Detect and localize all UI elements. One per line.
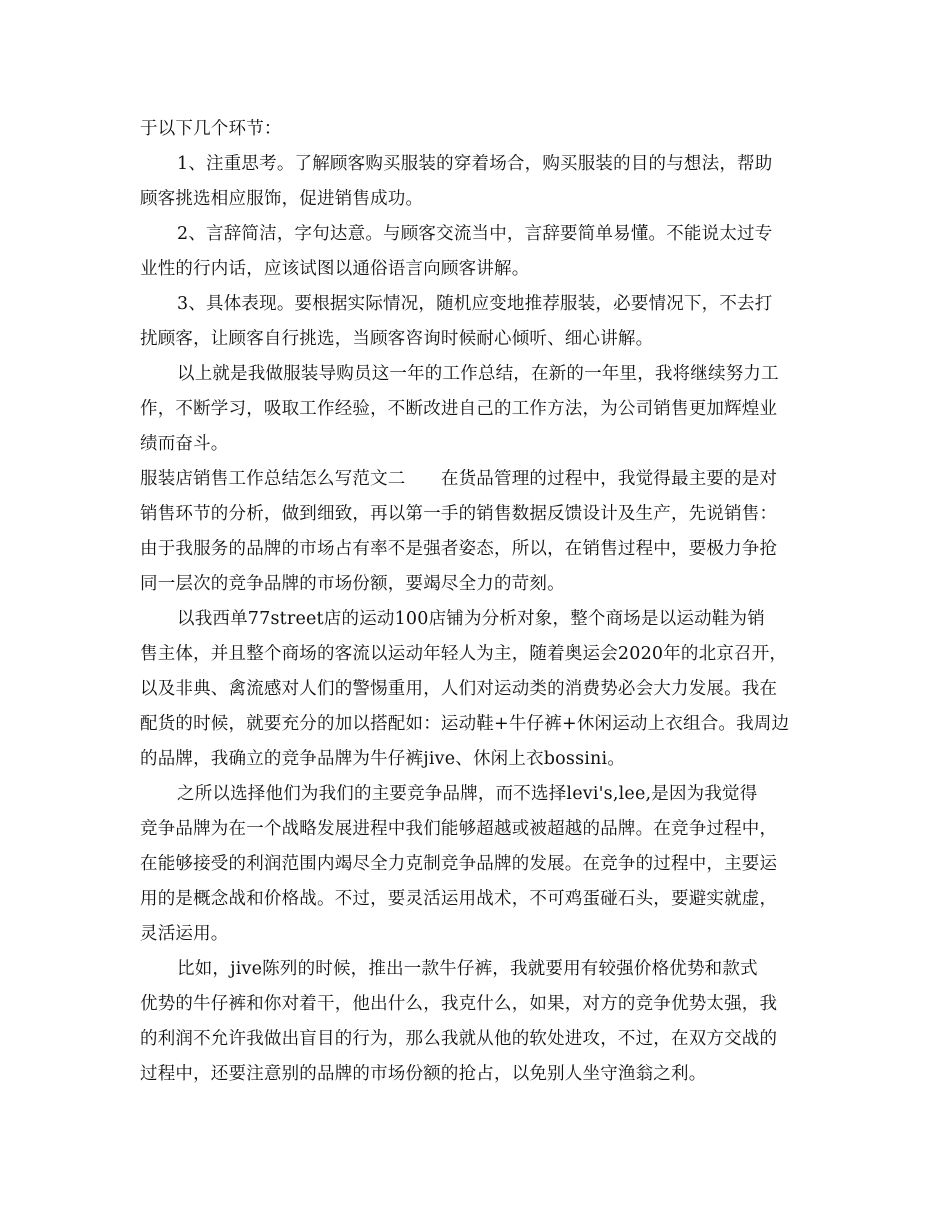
text-line: 同一层次的竞争品牌的市场份额，要竭尽全力的苛刻。 [140,574,565,594]
text-line: 由于我服务的品牌的市场占有率不是强者姿态，所以，在销售过程中，要极力争抢 [140,539,778,559]
paragraph-line: 以上就是我做服装导购员这一年的工作总结，在新的一年里，我将继续努力工 [177,364,779,384]
paragraph-line: 比如，jive陈列的时候，推出一款牛仔裤，我就要用有较强价格优势和款式 [177,959,758,979]
text-line: 过程中，还要注意别的品牌的市场份额的抢占，以免别人坐守渔翁之利。 [140,1064,707,1084]
text-line: 扰顾客，让顾客自行挑选，当顾客咨询时候耐心倾听、细心讲解。 [140,329,654,349]
paragraph-line: 3、具体表现。要根据实际情况，随机应变地推荐服装，必要情况下，不去打 [177,294,773,314]
text-line: 配货的时候，就要充分的加以搭配如：运动鞋+牛仔裤+休闲运动上衣组合。我周边 [140,714,790,734]
text-line: 以及非典、禽流感对人们的警惕重用，人们对运动类的消费势必会大力发展。我在 [140,679,778,699]
text-line: 顾客挑选相应服饰，促进销售成功。 [140,189,424,209]
text-line: 销售环节的分析，做到细致，再以第一手的销售数据反馈设计及生产，先说销售： [140,504,778,524]
text-line: 作，不断学习，吸取工作经验，不断改进自己的工作方法，为公司销售更加辉煌业 [140,399,778,419]
document-body [140,112,816,1092]
text-line: 于以下几个环节： [140,119,282,139]
paragraph-line: 之所以选择他们为我们的主要竞争品牌，而不选择levi's,lee,是因为我觉得 [177,784,758,804]
text-line: 优势的牛仔裤和你对着干，他出什么，我克什么，如果，对方的竞争优势太强，我 [140,994,778,1014]
text-line: 售主体，并且整个商场的客流以运动年轻人为主，随着奥运会2020年的北京召开， [140,644,788,664]
text-line: 竞争品牌为在一个战略发展进程中我们能够超越或被超越的品牌。在竞争过程中， [140,819,778,839]
section-heading-line: 服装店销售工作总结怎么写范文二 在货品管理的过程中，我觉得最主要的是对 [140,469,778,489]
text-line: 用的是概念战和价格战。不过，要灵活运用战术，不可鸡蛋碰石头，要避实就虚， [140,889,778,909]
text-line: 的品牌，我确立的竞争品牌为牛仔裤jive、休闲上衣bossini。 [140,749,626,769]
text-line: 业性的行内话，应该试图以通俗语言向顾客讲解。 [140,259,530,279]
paragraph-line: 1、注重思考。了解顾客购买服装的穿着场合，购买服装的目的与想法，帮助 [177,154,773,174]
text-line: 灵活运用。 [140,924,229,944]
text-line: 在能够接受的利润范围内竭尽全力克制竞争品牌的发展。在竞争的过程中，主要运 [140,854,778,874]
paragraph-line: 以我西单77street店的运动100店铺为分析对象，整个商场是以运动鞋为销 [177,609,765,629]
text-line: 绩而奋斗。 [140,434,229,454]
text-line: 的利润不允许我做出盲目的行为，那么我就从他的软处进攻，不过，在双方交战的 [140,1029,778,1049]
paragraph-line: 2、言辞简洁，字句达意。与顾客交流当中，言辞要简单易懂。不能说太过专 [177,224,773,244]
